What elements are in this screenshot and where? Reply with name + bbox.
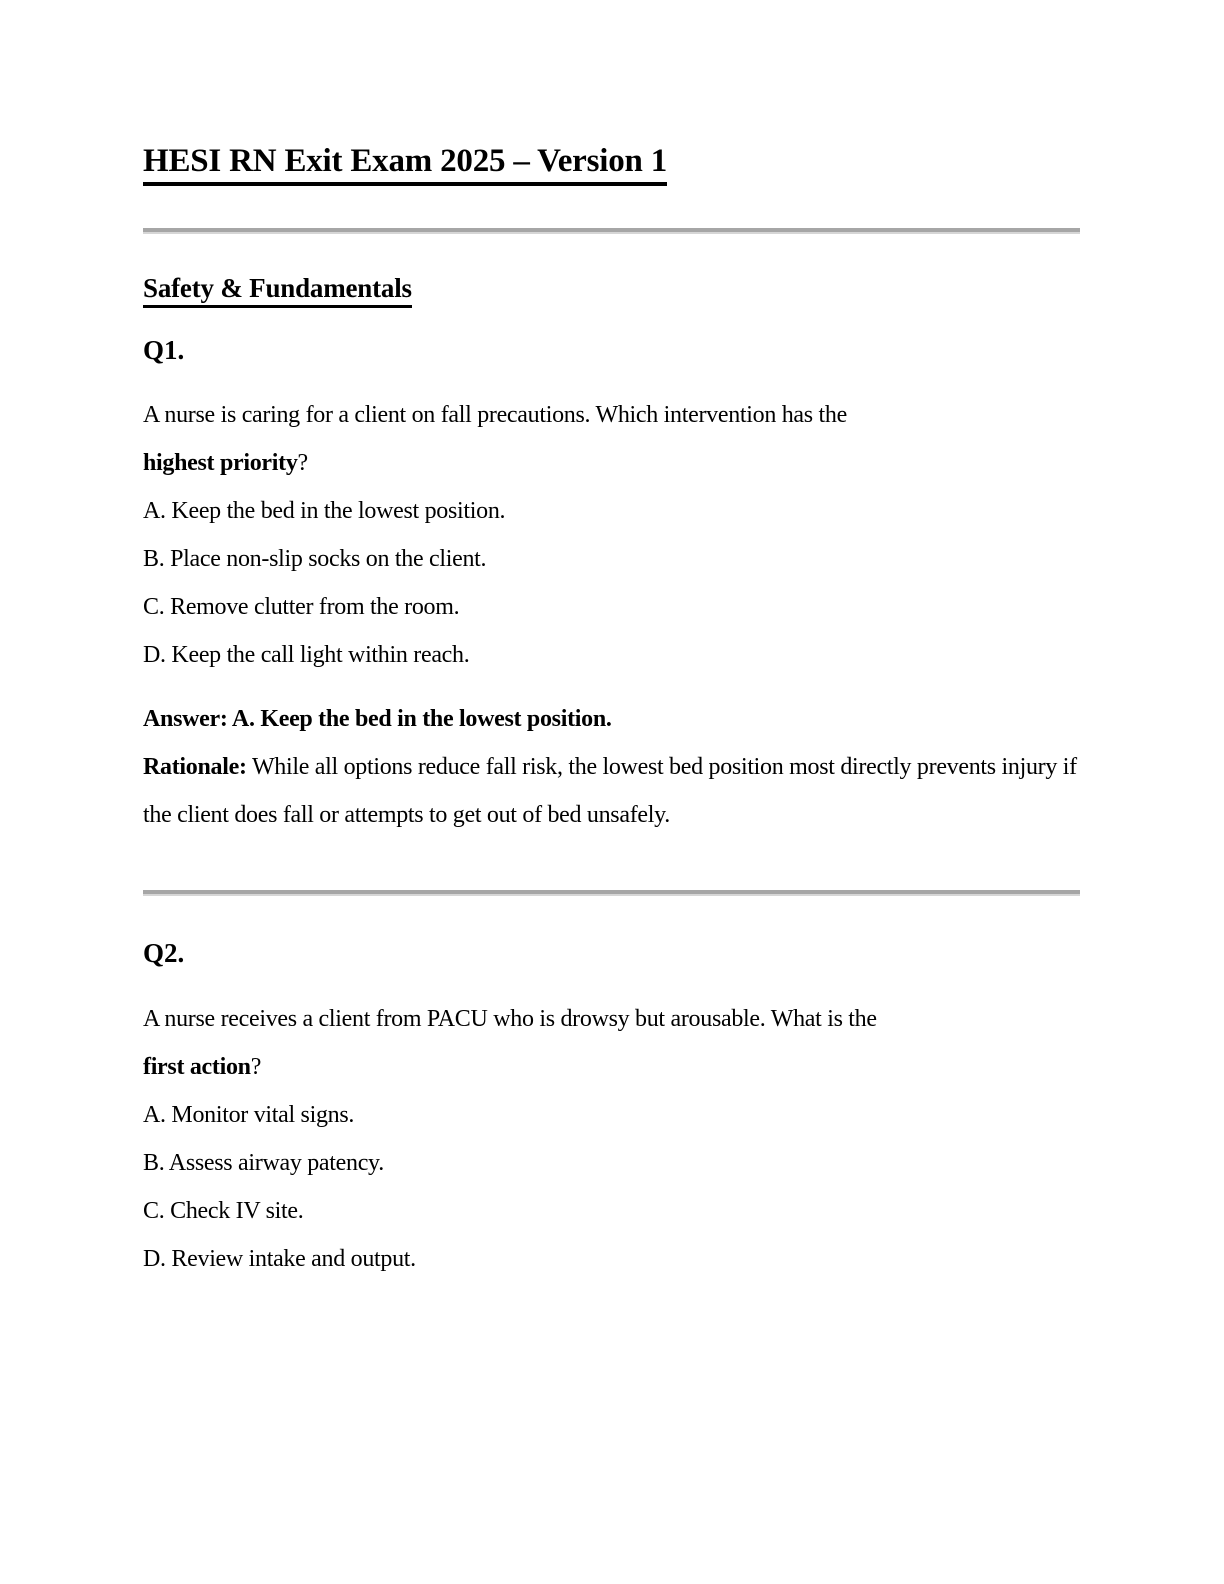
- question-1-rationale-text: While all options reduce fall risk, the lowest bed position most directly prevents injury if the client does fall or attempts to get out of bed unsafely.: [143, 754, 1077, 829]
- horizontal-rule: [143, 228, 1080, 234]
- question-2-option-c: C. Check IV site.: [143, 1197, 304, 1224]
- question-2-stem-emphasis: first action: [143, 1053, 251, 1080]
- question-2-stem-text: A nurse receives a client from PACU who is drowsy but arousable. What is the: [143, 1005, 877, 1032]
- question-1-rationale-label: Rationale:: [143, 754, 247, 781]
- question-1-option-a: A. Keep the bed in the lowest position.: [143, 498, 506, 525]
- question-1-rationale: [143, 743, 1080, 839]
- question-1-answer: Answer: A. Keep the bed in the lowest position.: [143, 706, 612, 733]
- question-2-stem: [143, 995, 1080, 1091]
- question-2-number: Q2.: [143, 938, 185, 969]
- question-block-2: [143, 937, 1080, 1282]
- question-2-option-b: B. Assess airway patency.: [143, 1149, 384, 1176]
- question-1-stem: [143, 391, 1080, 487]
- page-title-text: HESI RN Exit Exam 2025 – Version 1: [143, 143, 667, 186]
- question-1-stem-emphasis: highest priority: [143, 450, 298, 477]
- question-1-stem-text: A nurse is caring for a client on fall precautions. Which intervention has the: [143, 402, 847, 429]
- section-heading-text: Safety & Fundamentals: [143, 273, 412, 308]
- question-1-option-d: D. Keep the call light within reach.: [143, 642, 470, 669]
- document-content: [143, 142, 1080, 1283]
- question-block-1: [143, 334, 1080, 839]
- question-2-stem-suffix: ?: [250, 1053, 262, 1080]
- question-2-option-a: A. Monitor vital signs.: [143, 1101, 355, 1128]
- question-1-stem-suffix: ?: [297, 450, 308, 477]
- question-1-option-b: B. Place non-slip socks on the client.: [143, 546, 487, 573]
- horizontal-rule: [143, 890, 1080, 896]
- question-2-option-d: D. Review intake and output.: [143, 1245, 416, 1272]
- section-heading: [143, 272, 1080, 304]
- page-title: [143, 142, 1080, 182]
- question-1-number: Q1.: [143, 334, 185, 365]
- question-1-option-c: C. Remove clutter from the room.: [143, 594, 460, 621]
